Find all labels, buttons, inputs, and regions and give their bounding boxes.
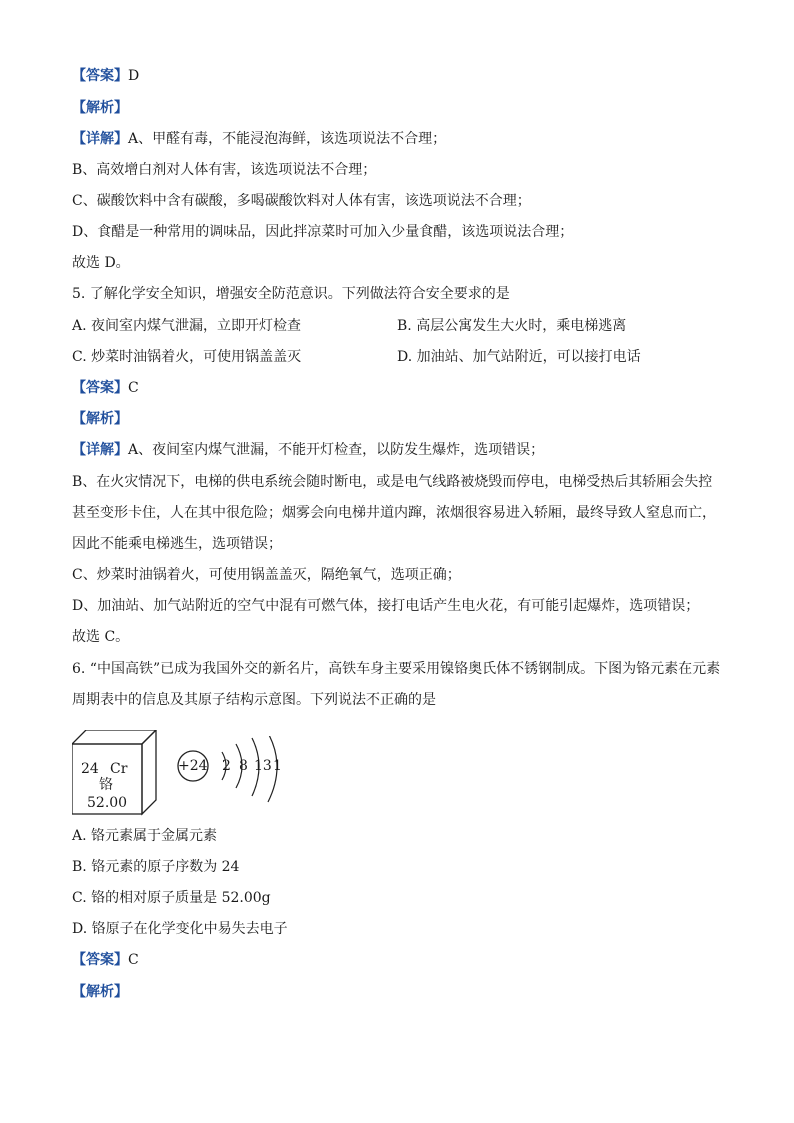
element-atomic-mass: 52.00: [87, 795, 128, 811]
q4-analysis-line: [72, 98, 128, 118]
q4-detail-c: C、碳酸饮料中含有碳酸，多喝碳酸饮料对人体有害，该选项说法不合理；: [72, 193, 531, 209]
q5-detail-b-1: B、在火灾情况下，电梯的供电系统会随时断电，或是电气线路被烧毁而停电，电梯受热后其轿厢会失控: [72, 474, 713, 490]
q5-analysis-line: [72, 409, 128, 429]
q4-detail-a: [72, 129, 446, 149]
q6-option-b: B. 铬元素的原子序数为 24: [72, 859, 240, 875]
shell-electrons-2: 8: [239, 758, 248, 774]
element-name: 铬: [99, 777, 113, 793]
element-symbol: Cr: [110, 761, 128, 777]
analysis-tag: 【解析】: [72, 100, 128, 116]
q4-conclusion: 故选 D。: [72, 255, 130, 271]
atom-shells-svg: [174, 736, 294, 816]
q5-option-d: D. 加油站、加气站附近，可以接打电话: [397, 349, 641, 365]
answer-tag: 【答案】: [72, 380, 128, 396]
shell-electrons-3: 13: [254, 758, 272, 774]
answer-value: C: [128, 952, 139, 968]
detail-text: A、甲醛有毒，不能浸泡海鲜，该选项说法不合理；: [128, 131, 447, 147]
detail-tag: 【详解】: [72, 131, 128, 147]
q5-conclusion: 故选 C。: [72, 629, 130, 645]
answer-value: D: [128, 68, 140, 84]
shell-electrons-4: 1: [273, 758, 282, 774]
answer-tag: 【答案】: [72, 952, 128, 968]
q5-option-a: A. 夜间室内煤气泄漏，立即开灯检查: [72, 318, 302, 334]
element-card: [72, 730, 162, 816]
q5-stem: 5. 了解化学安全知识，增强安全防范意识。下列做法符合安全要求的是: [72, 286, 510, 302]
analysis-tag: 【解析】: [72, 984, 128, 1000]
q4-detail-d: D、食醋是一种常用的调味品，因此拌凉菜时可加入少量食醋，该选项说法合理；: [72, 224, 574, 240]
q5-detail-c: C、炒菜时油锅着火，可使用锅盖盖灭，隔绝氧气，选项正确；: [72, 567, 461, 583]
detail-tag: 【详解】: [72, 442, 128, 458]
q6-option-d: D. 铬原子在化学变化中易失去电子: [72, 921, 288, 937]
nucleus-charge: +24: [178, 758, 208, 774]
q6-stem-1: 6. “中国高铁”已成为我国外交的新名片，高铁车身主要采用镍铬奥氏体不锈钢制成。下图为铬元素在元素: [72, 661, 721, 677]
q6-analysis-line: [72, 982, 128, 1002]
shell-electrons-1: 2: [222, 758, 231, 774]
q5-detail-b-3: 因此不能乘电梯逃生，选项错误；: [72, 536, 282, 552]
atom-structure-diagram: [174, 736, 294, 816]
detail-text: A、夜间室内煤气泄漏，不能开灯检查，以防发生爆炸，选项错误；: [128, 442, 545, 458]
q5-option-b: B. 高层公寓发生大火时，乘电梯逃离: [397, 318, 627, 334]
q5-detail-a: [72, 440, 544, 460]
answer-value: C: [128, 380, 139, 396]
q6-option-a: A. 铬元素属于金属元素: [72, 828, 218, 844]
q6-option-c: C. 铬的相对原子质量是 52.00g: [72, 890, 271, 906]
answer-tag: 【答案】: [72, 68, 128, 84]
q5-detail-b-2: 甚至变形卡住，人在其中很危险；烟雾会向电梯井道内蹿，浓烟很容易进入轿厢，最终导致人窒息而亡，: [72, 505, 716, 521]
q5-detail-d: D、加油站、加气站附近的空气中混有可燃气体，接打电话产生电火花，有可能引起爆炸，选项错误；: [72, 598, 700, 614]
analysis-tag: 【解析】: [72, 411, 128, 427]
q4-detail-b: B、高效增白剂对人体有害，该选项说法不合理；: [72, 162, 377, 178]
q5-answer-line: [72, 378, 139, 398]
q4-answer-line: [72, 66, 139, 86]
q6-answer-line: [72, 950, 139, 970]
q5-option-c: C. 炒菜时油锅着火，可使用锅盖盖灭: [72, 349, 302, 365]
element-atomic-number: 24: [81, 761, 99, 777]
q6-stem-2: 周期表中的信息及其原子结构示意图。下列说法不正确的是: [72, 692, 436, 708]
